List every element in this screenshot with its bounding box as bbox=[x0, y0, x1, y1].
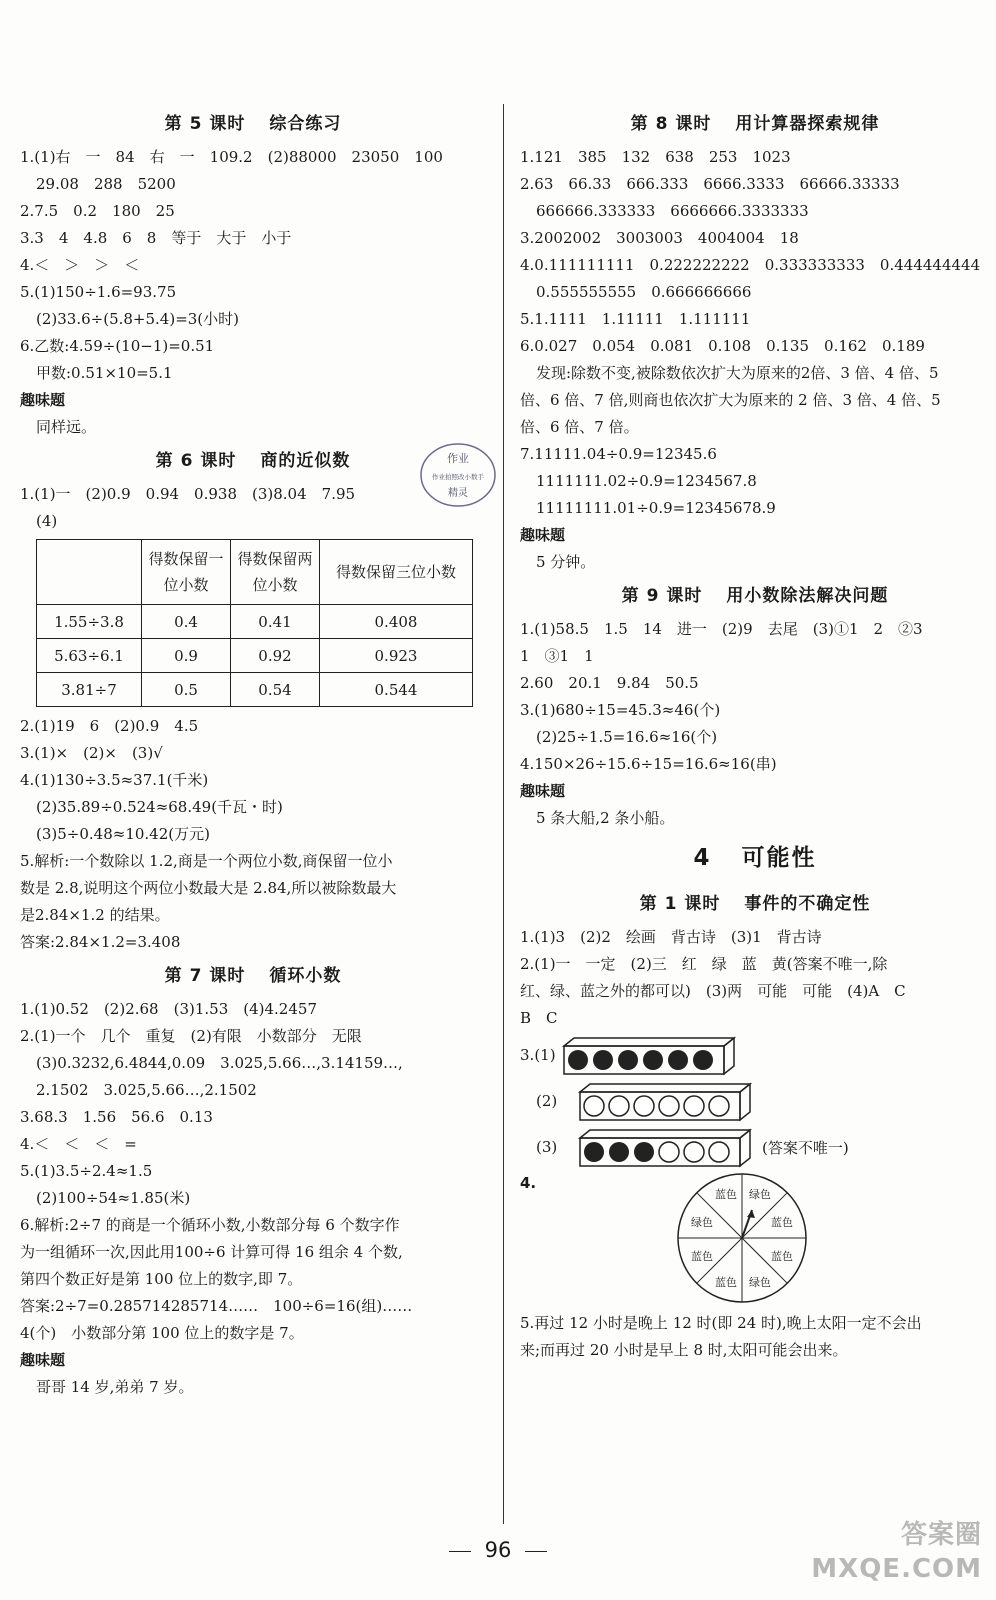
answer-line: 红、绿、蓝之外的都可以) (3)两 可能 可能 (4)A C bbox=[520, 982, 906, 1000]
table-cell: 5.63÷6.1 bbox=[37, 639, 142, 673]
stamp-text-top: 作业 bbox=[447, 452, 469, 465]
answer-line: 为一组循环一次,因此用100÷6 计算可得 16 组余 4 个数, bbox=[20, 1243, 403, 1261]
fun-question-label: 趣味题 bbox=[20, 391, 66, 409]
answer-line: 1.(1)3 (2)2 绘画 背古诗 (3)1 背古诗 bbox=[520, 928, 822, 946]
stamp-text-bottom: 精灵 bbox=[448, 488, 468, 499]
answer-line: 2.(1)19 6 (2)0.9 4.5 bbox=[20, 717, 199, 735]
answer-line: B C bbox=[520, 1009, 558, 1027]
question-number: 4. bbox=[520, 1174, 537, 1192]
fun-question-answer: 5 分钟。 bbox=[536, 553, 596, 571]
answer-line: 5.(1)3.5÷2.4≈1.5 bbox=[20, 1162, 153, 1180]
answer-line: 数是 2.8,说明这个两位小数最大是 2.84,所以被除数最大 bbox=[20, 879, 397, 897]
sector-label: 绿色 bbox=[749, 1276, 771, 1289]
sector-label: 蓝色 bbox=[715, 1276, 737, 1289]
ball-box-all-black bbox=[560, 1034, 740, 1076]
watermark bbox=[811, 1518, 982, 1586]
white-ball bbox=[684, 1142, 704, 1162]
black-ball bbox=[593, 1050, 613, 1070]
table-cell: 0.41 bbox=[231, 605, 320, 639]
answer-line: 2.1502 3.025,5.66…,2.1502 bbox=[36, 1081, 257, 1099]
white-ball bbox=[584, 1096, 604, 1116]
answer-line: 4.＜ ＜ ＜ = bbox=[20, 1135, 137, 1153]
black-ball bbox=[618, 1050, 638, 1070]
answer-line: 6.解析:2÷7 的商是一个循环小数,小数部分每 6 个数字作 bbox=[20, 1216, 400, 1234]
white-ball bbox=[709, 1096, 729, 1116]
sector-label: 蓝色 bbox=[771, 1216, 793, 1229]
box-top bbox=[580, 1130, 750, 1138]
answer-line: 第四个数正好是第 100 位上的数字,即 7。 bbox=[20, 1270, 303, 1288]
answer-line: 倍、6 倍、7 倍,则商也依次扩大为原来的 2 倍、3 倍、4 倍、5 bbox=[520, 391, 941, 409]
section-heading-lesson-8: 第 8 课时 用计算器探索规律 bbox=[630, 114, 880, 134]
answer-line: 4(个) 小数部分第 100 位上的数字是 7。 bbox=[20, 1324, 304, 1342]
table-corner-cell bbox=[37, 540, 142, 605]
section-heading-lesson-6: 第 6 课时 商的近似数 bbox=[155, 451, 351, 471]
sector-label: 绿色 bbox=[749, 1188, 771, 1201]
table-cell: 0.5 bbox=[142, 673, 231, 707]
sector-label: 蓝色 bbox=[715, 1188, 737, 1201]
fun-question-label: 趣味题 bbox=[520, 782, 566, 800]
black-ball bbox=[609, 1142, 629, 1162]
answer-line: 6.0.027 0.054 0.081 0.108 0.135 0.162 0.189 bbox=[520, 337, 925, 355]
answer-line: 2.(1)一 一定 (2)三 红 绿 蓝 黄(答案不唯一,除 bbox=[520, 955, 888, 973]
watermark-url: MXQE.COM bbox=[811, 1554, 982, 1584]
table-row bbox=[37, 605, 473, 639]
answer-line: 1 ③1 1 bbox=[520, 647, 594, 665]
ball-box-mixed bbox=[576, 1126, 756, 1168]
ball-box-row bbox=[520, 1078, 990, 1124]
answer-line: 29.08 288 5200 bbox=[36, 175, 176, 193]
answer-line: 3.3 4 4.8 6 8 等于 大于 小于 bbox=[20, 229, 292, 247]
answer-line: 4.150×26÷15.6÷15=16.6≈16(串) bbox=[520, 755, 777, 773]
page-number: 96 bbox=[0, 1538, 996, 1562]
question-number: (2) bbox=[536, 1092, 558, 1110]
watermark-title: 答案圈 bbox=[900, 1520, 982, 1550]
black-ball bbox=[634, 1142, 654, 1162]
fun-question-answer: 5 条大船,2 条小船。 bbox=[536, 809, 675, 827]
fun-question-answer: 哥哥 14 岁,弟弟 7 岁。 bbox=[36, 1378, 194, 1396]
left-column bbox=[20, 104, 486, 1401]
table-cell: 0.4 bbox=[142, 605, 231, 639]
table-header-row bbox=[37, 540, 473, 605]
answer-line: 5.(1)150÷1.6=93.75 bbox=[20, 283, 177, 301]
answer-line: 1.(1)一 (2)0.9 0.94 0.938 (3)8.04 7.95 bbox=[20, 485, 356, 503]
answer-line: (2)25÷1.5=16.6≈16(个) bbox=[536, 728, 718, 746]
ball-box-row bbox=[520, 1032, 990, 1078]
table-cell: 0.9 bbox=[142, 639, 231, 673]
fun-question-label: 趣味题 bbox=[520, 526, 566, 544]
section-heading-chapter4-lesson-1: 第 1 课时 事件的不确定性 bbox=[639, 894, 871, 914]
answer-line: 3.(1)× (2)× (3)√ bbox=[20, 744, 163, 762]
answer-line: 1.(1)0.52 (2)2.68 (3)1.53 (4)4.2457 bbox=[20, 1000, 317, 1018]
answer-line: 1.(1)右 一 84 右 一 109.2 (2)88000 23050 100 bbox=[20, 148, 443, 166]
page-number-dash bbox=[449, 1551, 471, 1552]
answer-line: (2)100÷54≈1.85(米) bbox=[36, 1189, 191, 1207]
answer-line: 2.7.5 0.2 180 25 bbox=[20, 202, 175, 220]
answer-line: 4.0.111111111 0.222222222 0.333333333 0.444444444 bbox=[520, 256, 981, 274]
white-ball bbox=[634, 1096, 654, 1116]
answer-line: 5.再过 12 小时是晚上 12 时(即 24 时),晚上太阳一定不会出 bbox=[520, 1314, 922, 1332]
answer-line: 倍、6 倍、7 倍。 bbox=[520, 418, 639, 436]
section-heading-lesson-7: 第 7 课时 循环小数 bbox=[164, 966, 342, 986]
answer-line: 是2.84×1.2 的结果。 bbox=[20, 906, 170, 924]
answer-line: 11111111.01÷0.9=12345678.9 bbox=[536, 499, 776, 517]
box-note: (答案不唯一) bbox=[762, 1138, 849, 1157]
box-top bbox=[580, 1084, 750, 1092]
answer-line: 4.(1)130÷3.5≈37.1(千米) bbox=[20, 771, 209, 789]
table-cell: 3.81÷7 bbox=[37, 673, 142, 707]
answer-line: 3.68.3 1.56 56.6 0.13 bbox=[20, 1108, 213, 1126]
answer-line: 5.解析:一个数除以 1.2,商是一个两位小数,商保留一位小 bbox=[20, 852, 393, 870]
answer-line: 1111111.02÷0.9=1234567.8 bbox=[536, 472, 757, 490]
spinner-row bbox=[520, 1170, 990, 1310]
ball-box-row bbox=[520, 1124, 990, 1170]
white-ball bbox=[659, 1096, 679, 1116]
page-number-dash bbox=[525, 1551, 547, 1552]
black-ball bbox=[568, 1050, 588, 1070]
stamp-text-middle: 作业拍照改小数手 bbox=[432, 473, 484, 481]
table-cell: 0.408 bbox=[320, 605, 473, 639]
fun-question-answer: 同样远。 bbox=[36, 418, 97, 436]
answer-line: 来;而再过 20 小时是早上 8 时,太阳可能会出来。 bbox=[520, 1341, 848, 1359]
black-ball bbox=[668, 1050, 688, 1070]
answer-line: 发现:除数不变,被除数依次扩大为原来的2倍、3 倍、4 倍、5 bbox=[536, 364, 939, 382]
question-number: (3) bbox=[536, 1138, 558, 1156]
sector-label: 蓝色 bbox=[691, 1250, 713, 1263]
answer-line: 666666.333333 6666666.3333333 bbox=[536, 202, 809, 220]
color-spinner bbox=[674, 1170, 810, 1306]
approximation-table bbox=[36, 539, 473, 707]
box-side bbox=[740, 1084, 750, 1120]
answer-line: 答案:2.84×1.2=3.408 bbox=[20, 933, 181, 951]
box-side bbox=[724, 1038, 734, 1074]
answer-line: 6.乙数:4.59÷(10−1)=0.51 bbox=[20, 337, 215, 355]
chapter-heading: 4 可能性 bbox=[693, 845, 817, 871]
answer-line: 1.121 385 132 638 253 1023 bbox=[520, 148, 791, 166]
black-ball bbox=[643, 1050, 663, 1070]
homework-stamp bbox=[418, 440, 498, 510]
table-row bbox=[37, 673, 473, 707]
table-cell: 0.54 bbox=[231, 673, 320, 707]
answer-line: (3)0.3232,6.4844,0.09 3.025,5.66…,3.14159…, bbox=[36, 1054, 403, 1072]
white-ball bbox=[684, 1096, 704, 1116]
sector-label: 绿色 bbox=[691, 1216, 713, 1229]
table-header-cell: 得数保留两位小数 bbox=[231, 540, 320, 605]
answer-line: (2)33.6÷(5.8+5.4)=3(小时) bbox=[36, 310, 240, 328]
answer-line: 2.63 66.33 666.333 6666.3333 66666.33333 bbox=[520, 175, 900, 193]
right-column bbox=[520, 104, 990, 1364]
answer-line: 答案:2÷7=0.285714285714…… 100÷6=16(组)…… bbox=[20, 1297, 413, 1315]
answer-line: 1.(1)58.5 1.5 14 进一 (2)9 去尾 (3)①1 2 ②3 bbox=[520, 620, 923, 638]
answer-line: 2.60 20.1 9.84 50.5 bbox=[520, 674, 699, 692]
table-cell: 0.544 bbox=[320, 673, 473, 707]
column-divider bbox=[503, 104, 504, 1524]
answer-line: (2)35.89÷0.524≈68.49(千瓦・时) bbox=[36, 798, 283, 816]
answer-line: 4.＜ ＞ ＞ ＜ bbox=[20, 256, 140, 274]
section-heading-lesson-9: 第 9 课时 用小数除法解决问题 bbox=[621, 586, 889, 606]
box-top bbox=[564, 1038, 734, 1046]
table-cell: 0.923 bbox=[320, 639, 473, 673]
question-number: 3.(1) bbox=[520, 1046, 556, 1064]
table-header-cell: 得数保留三位小数 bbox=[320, 540, 473, 605]
section-heading-lesson-5: 第 5 课时 综合练习 bbox=[164, 114, 342, 134]
answer-line: 5.1.1111 1.11111 1.111111 bbox=[520, 310, 751, 328]
answer-line: 3.(1)680÷15=45.3≈46(个) bbox=[520, 701, 721, 719]
black-ball bbox=[584, 1142, 604, 1162]
answer-line: 0.555555555 0.666666666 bbox=[536, 283, 752, 301]
white-ball bbox=[609, 1096, 629, 1116]
answer-line: 甲数:0.51×10=5.1 bbox=[36, 364, 173, 382]
table-cell: 0.92 bbox=[231, 639, 320, 673]
answer-line: 3.2002002 3003003 4004004 18 bbox=[520, 229, 799, 247]
black-ball bbox=[693, 1050, 713, 1070]
box-side bbox=[740, 1130, 750, 1166]
answer-line: 2.(1)一个 几个 重复 (2)有限 小数部分 无限 bbox=[20, 1027, 362, 1045]
sector-label: 蓝色 bbox=[771, 1250, 793, 1263]
table-cell: 1.55÷3.8 bbox=[37, 605, 142, 639]
answer-line: (3)5÷0.48≈10.42(万元) bbox=[36, 825, 210, 843]
fun-question-label: 趣味题 bbox=[20, 1351, 66, 1369]
answer-line: 7.11111.04÷0.9=12345.6 bbox=[520, 445, 717, 463]
white-ball bbox=[659, 1142, 679, 1162]
white-ball bbox=[709, 1142, 729, 1162]
answer-line: (4) bbox=[36, 512, 58, 530]
table-row bbox=[37, 639, 473, 673]
ball-box-all-white bbox=[576, 1080, 756, 1122]
table-header-cell: 得数保留一位小数 bbox=[142, 540, 231, 605]
